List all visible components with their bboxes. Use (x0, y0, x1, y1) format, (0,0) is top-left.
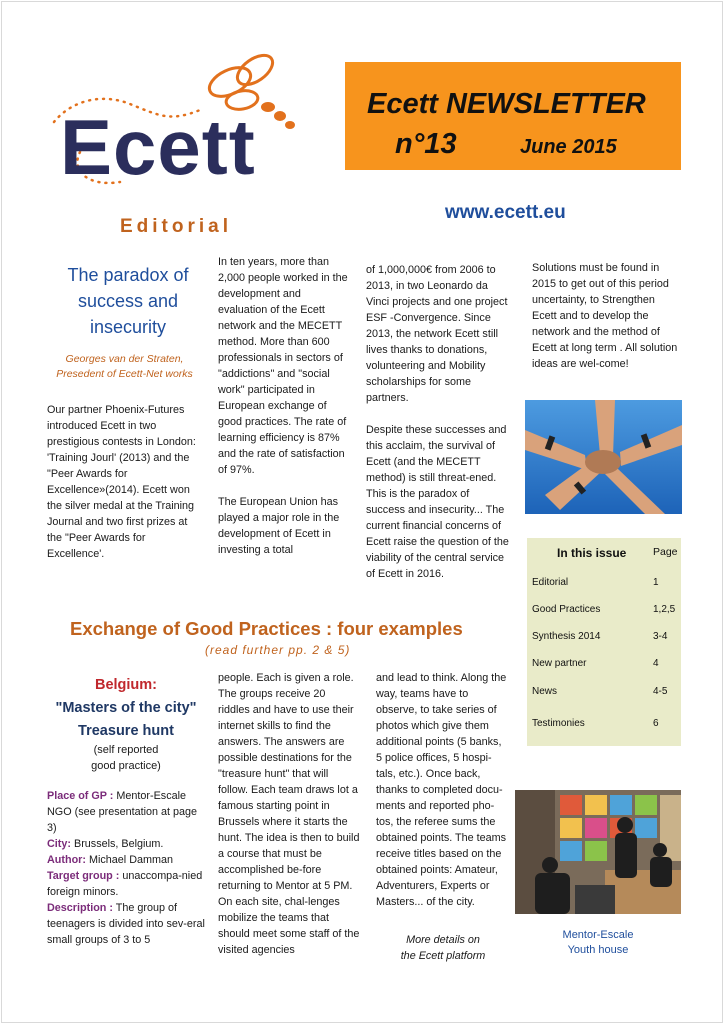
hands-photo (525, 400, 682, 514)
editorial-column-1: Our partner Phoenix-Futures introduced Ecett in two prestigious contests in London: 'Training Jourl' (2013) and the "Peer Awards for Excellence»(2014). Ecett won the silver medal at the Training Journal and two first prizes at the "Peer Awards for Excellence'. (47, 404, 196, 560)
practice-title: Belgium: "Masters of the city" Treasure hunt (55, 677, 197, 739)
more-details-note: More details on the Ecett platform (400, 934, 486, 962)
practice-details: Place of GP : Mentor-Escale NGO (see presentation at page 3) City: Brussels, Belgium. Author: Michael Damman Target group : unaccompa-nied foreign minors. Description : The group of teenagers is divided into sev-eral small groups of 3 to 5 (47, 790, 205, 946)
toc-row[interactable]: Good Practices 1,2,5 (532, 604, 676, 615)
self-reported-note: (self reported good practice) (91, 744, 161, 772)
editorial-column-4: Solutions must be found in 2015 to get out of this period uncertainty, to Strengthen Ecett and to develop the network and the method of Ecett at long term . All solution ideas are wel-come! (532, 262, 678, 370)
editorial-column-2: In ten years, more than 2,000 people worked in the development and evaluation of the Ecett network and the MECETT method. More than 600 professionals in sectors of "addictions" and "social work" participated in European exchange of good practices. The rate of learning efficiency is 87% and the rate of satisfaction of 97%. The European Union has played a major role in the development of Ecett in investing a total (218, 256, 348, 556)
newsletter-banner (345, 62, 681, 170)
youth-house-photo (515, 790, 681, 914)
article-author: Georges van der Straten, Presedent of Ecett-Net works (56, 353, 193, 380)
newsletter-title: Ecett NEWSLETTER (367, 88, 646, 120)
issue-date: June 2015 (520, 136, 617, 158)
good-practices-subheading: (read further pp. 2 & 5) (205, 643, 351, 657)
photo-caption: Mentor-Escale Youth house (562, 929, 634, 956)
in-this-issue-box (527, 538, 681, 746)
issue-number: n°13 (395, 128, 457, 160)
page-column-header: Page (653, 546, 678, 558)
toc-row[interactable]: Testimonies 6 (532, 718, 659, 729)
editorial-heading: Editorial (120, 216, 233, 237)
website-link[interactable]: www.ecett.eu (445, 202, 566, 223)
practice-column-3: and lead to think. Along the way, teams have to observe, to take series of photos which give them additional points (5 banks, 5 police offices, 5 hospi-tals, etc.). Once back, thanks to completed docu-ments and reported pho-tos, the referee sums the obtained points. The teams receive titles based on the obtained points: Amateur, Adventurers, Experts or Masters... of the city. (376, 672, 507, 908)
in-this-issue-heading: In this issue (557, 546, 627, 560)
toc-row[interactable]: New partner 4 (532, 658, 659, 669)
toc-row[interactable]: News 4-5 (532, 686, 668, 697)
good-practices-heading: Exchange of Good Practices : four examples (70, 618, 463, 639)
toc-row[interactable]: Synthesis 2014 3-4 (532, 631, 668, 642)
practice-column-2: people. Each is given a role. The groups receive 20 riddles and have to use their internet skills to find the answers. The answers are possible destinations for the "treasure hunt" that will follow. Each team draws lot a famous starting point in Brussels where it starts the hunt. The idea is then to build a course that must be accomplished be-fore returning to Mentor at 5 PM. On each site, chal-lenges mobilize the teams that should meet some staff of the visited agencies (218, 672, 360, 956)
ecett-logo-text: Ecett (60, 103, 256, 191)
editorial-column-3: of 1,000,000€ from 2006 to 2013, in two Leonardo da Vinci projects and one project ESF -Convergence. Since 2013, the network Ecett still lives thanks to donations, volunteering and Mobility scholarships for some partners. Despite these successes and this acclaim, the survival of Ecett (and the MECETT method) is still threat-ened. This is the paradox of success and insecurity... The current financial concerns of Ecett raise the question of the viability of the central service of Ecett in 2016. (366, 264, 509, 580)
article-title: The paradox of success and insecurity (67, 265, 189, 337)
toc-row[interactable]: Editorial 1 (532, 577, 659, 588)
